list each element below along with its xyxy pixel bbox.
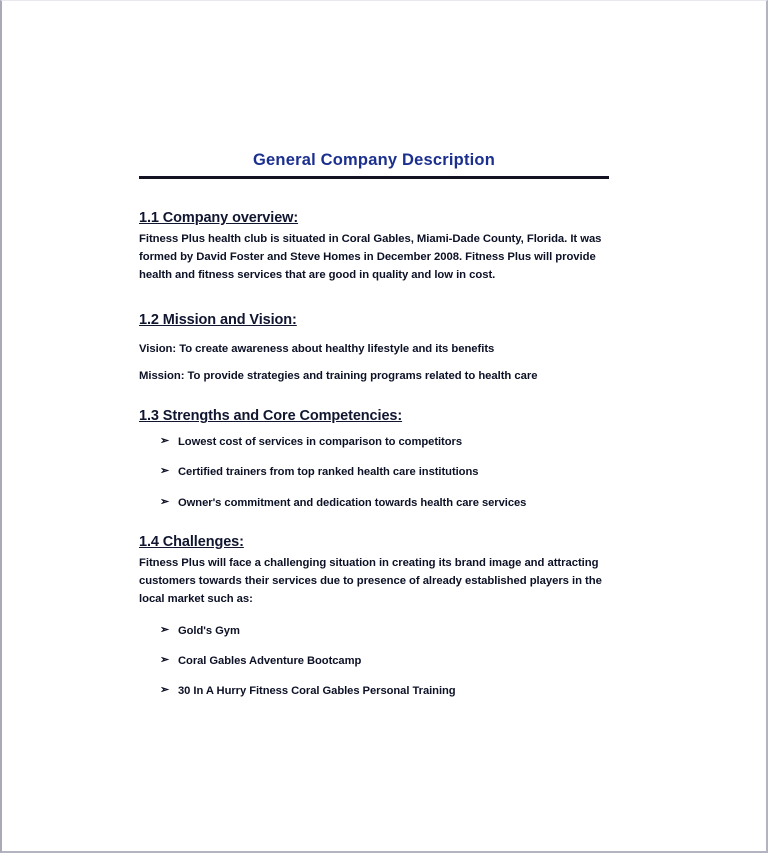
list-item — [139, 683, 609, 699]
document-content — [139, 151, 609, 699]
arrowhead-bullet-icon: ➢ — [160, 495, 170, 508]
arrowhead-bullet-icon: ➢ — [160, 684, 170, 696]
list-item-label: 30 In A Hurry Fitness Coral Gables Personal Training — [178, 685, 456, 697]
section-paragraph-1-4: Fitness Plus will face a challenging situation in creating its brand image and attracting customers towards their services due to presence of already established players in the local market such as: — [139, 556, 602, 606]
section-paragraph-1-1: Fitness Plus health club is situated in Coral Gables, Miami-Dade County, Florida. It was formed by David Foster and Steve Homes in December 2008. Fitness Plus will provide health and fitness services that are good in quality and low in cost. — [139, 232, 602, 282]
arrowhead-bullet-icon: ➢ — [160, 653, 170, 666]
list-item-label: Certified trainers from top ranked health care institutions — [178, 466, 479, 479]
section-heading-1-1: 1.1 Company overview: — [139, 209, 299, 226]
arrowhead-bullet-icon: ➢ — [160, 465, 170, 478]
section-strengths-and-core-competencies — [139, 407, 609, 511]
list-item-label: Coral Gables Adventure Bootcamp — [178, 654, 362, 667]
list-item — [139, 495, 609, 511]
list-item — [139, 434, 609, 450]
section-challenges — [139, 533, 609, 699]
section-mission-and-vision — [139, 311, 609, 386]
arrowhead-bullet-icon: ➢ — [160, 435, 170, 448]
section-heading-1-3: 1.3 Strengths and Core Competencies: — [139, 408, 403, 425]
strengths-bullet-list — [139, 434, 609, 511]
list-item-label: Lowest cost of services in comparison to competitors — [178, 436, 462, 449]
list-item — [139, 623, 609, 639]
title-divider — [139, 176, 609, 179]
section-heading-1-4: 1.4 Challenges: — [139, 533, 244, 550]
section-heading-1-2: 1.2 Mission and Vision: — [139, 311, 297, 328]
arrowhead-bullet-icon: ➢ — [160, 623, 170, 636]
section-company-overview — [139, 209, 609, 285]
mission-statement: Mission: To provide strategies and training programs related to health care — [139, 370, 538, 383]
list-item-label: Gold's Gym — [178, 624, 240, 637]
page-title: General Company Description — [253, 151, 495, 169]
list-item-label: Owner's commitment and dedication towards health care services — [178, 496, 527, 509]
competitors-bullet-list — [139, 623, 609, 700]
vision-statement: Vision: To create awareness about healthy lifestyle and its benefits — [139, 343, 495, 356]
list-item — [139, 653, 609, 669]
list-item — [139, 464, 609, 480]
